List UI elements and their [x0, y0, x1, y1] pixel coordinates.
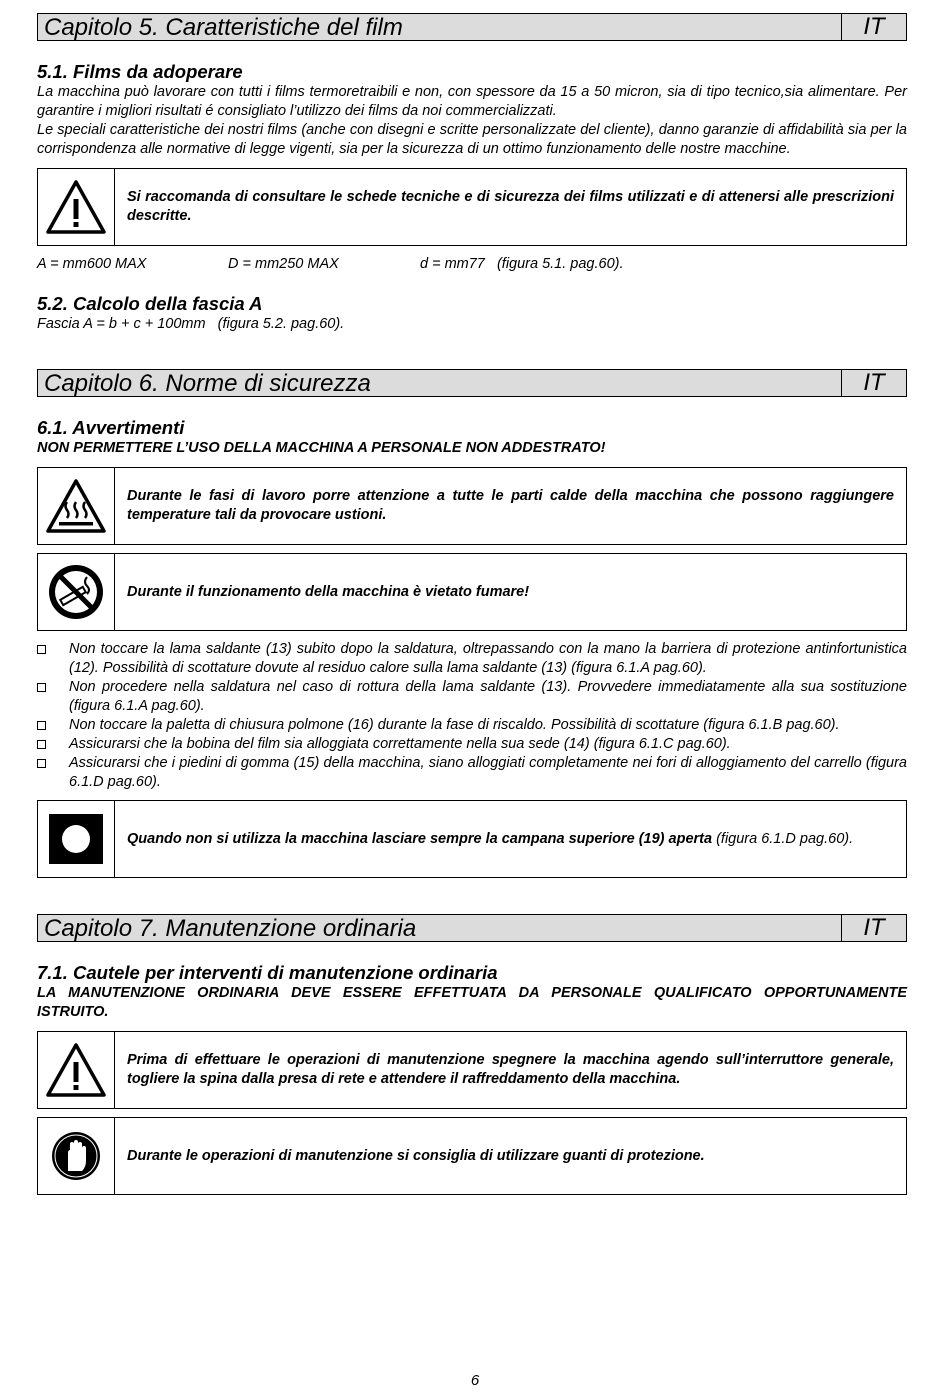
notice-text: Durante le operazioni di manutenzione si consiglia di utilizzare guanti di protezione.: [127, 1147, 705, 1164]
safety-bullet-list: [37, 640, 907, 792]
section-5-1-paragraph-1: La macchina può lavorare con tutti i films termoretraibili e non, con spessore da 15 a 50 micron, sia di tipo tecnico,sia alimentare. Per garantire i migliori risultati é consigliato l’utilizzo dei films da noi commercializzati.: [37, 84, 907, 119]
checkbox-bullet-icon: [37, 740, 46, 749]
film-specs: [37, 255, 907, 274]
section-5-2-formula: Fascia A = b + c + 100mm (figura 5.2. pag.60).: [37, 316, 345, 332]
mandatory-square-icon: [38, 801, 115, 877]
chapter-language: IT: [863, 369, 885, 396]
chapter-title: Capitolo 6. Norme di sicurezza: [38, 370, 842, 396]
checkbox-bullet-icon: [37, 759, 46, 768]
chapter-title: Capitolo 7. Manutenzione ordinaria: [38, 915, 842, 941]
hot-surface-icon: [38, 468, 115, 544]
section-7-1-warning: LA MANUTENZIONE ORDINARIA DEVE ESSERE EFFETTUATA DA PERSONALE QUALIFICATO OPPORTUNAMENTE ISTRUITO.: [37, 985, 907, 1020]
list-item: Assicurarsi che i piedini di gomma (15) della macchina, siano alloggiati completamente nei fori di alloggiamento del carrello (figura 6.1.D pag.60).: [37, 754, 907, 792]
section-6-1-warning: NON PERMETTERE L’USO DELLA MACCHINA A PERSONALE NON ADDESTRATO!: [37, 440, 606, 456]
checkbox-bullet-icon: [37, 645, 46, 654]
warning-triangle-icon: [38, 169, 115, 245]
spec-d: D = mm250 MAX: [228, 256, 339, 272]
list-item: Assicurarsi che la bobina del film sia alloggiata correttamente nella sua sede (14) (figura 6.1.C pag.60).: [37, 735, 907, 754]
notice-text: Prima di effettuare le operazioni di manutenzione spegnere la macchina agendo sull’interruttore generale, togliere la spina dalla presa di rete e attendere il raffreddamento della macchina.: [127, 1052, 894, 1087]
section-5-2-title: 5.2. Calcolo della fascia A: [37, 293, 263, 314]
notice-text: Durante il funzionamento della macchina è vietato fumare!: [127, 583, 530, 600]
page-number: 6: [470, 1372, 480, 1389]
notice-text-bold: Quando non si utilizza la macchina lasciare sempre la campana superiore (19) aperta: [127, 830, 713, 847]
notice-text-reference: (figura 6.1.D pag.60).: [712, 830, 854, 847]
notice-hot-parts: [37, 467, 907, 545]
chapter-7-header: [37, 914, 907, 942]
notice-no-smoking: [37, 553, 907, 631]
checkbox-bullet-icon: [37, 683, 46, 692]
spec-d-small: d = mm77 (figura 5.1. pag.60).: [420, 256, 624, 272]
chapter-5-header: [37, 13, 907, 41]
chapter-6-header: [37, 369, 907, 397]
wear-gloves-icon: [38, 1118, 115, 1194]
section-7-1-title: 7.1. Cautele per interventi di manutenzione ordinaria: [37, 962, 498, 983]
spec-a: A = mm600 MAX: [37, 256, 147, 272]
chapter-language: IT: [863, 914, 885, 941]
chapter-title: Capitolo 5. Caratteristiche del film: [38, 14, 842, 40]
notice-wear-gloves: [37, 1117, 907, 1195]
chapter-language: IT: [863, 13, 885, 40]
list-item: Non procedere nella saldatura nel caso di rottura della lama saldante (13). Provvedere immediatamente alla sua sostituzione (figura 6.1.A pag.60).: [37, 678, 907, 716]
no-smoking-icon: [38, 554, 115, 630]
notice-text: Si raccomanda di consultare le schede tecniche e di sicurezza dei films utilizzati e di attenersi alle prescrizioni descritte.: [127, 189, 894, 224]
notice-keep-lid-open: [37, 800, 907, 878]
section-5-1-paragraph-2: Le speciali caratteristiche dei nostri films (anche con disegni e scritte personalizzate del cliente), danno garanzie di affidabilità sia per la corrispondenza alle normative di legge vigenti, sia per la sicurezza di un ottimo funzionamento delle nostre macchine.: [37, 122, 907, 157]
warning-triangle-icon: [38, 1032, 115, 1108]
checkbox-bullet-icon: [37, 721, 46, 730]
section-6-1-title: 6.1. Avvertimenti: [37, 417, 185, 438]
list-item: Non toccare la paletta di chiusura polmone (16) durante la fase di riscaldo. Possibilità di scottature (figura 6.1.B pag.60).: [37, 716, 907, 735]
notice-text: Durante le fasi di lavoro porre attenzione a tutte le parti calde della macchina che possono raggiungere temperature tali da provocare ustioni.: [127, 488, 894, 523]
notice-power-off: [37, 1031, 907, 1109]
manual-page: [37, 13, 907, 1195]
section-5-1-title: 5.1. Films da adoperare: [37, 61, 243, 82]
notice-film-datasheets: [37, 168, 907, 246]
list-item: Non toccare la lama saldante (13) subito dopo la saldatura, oltrepassando con la mano la barriera di protezione antinfortunistica (12). Possibilità di scottature dovute al residuo calore sulla lama saldante (13) (figura 6.1.A pag.60).: [37, 640, 907, 678]
